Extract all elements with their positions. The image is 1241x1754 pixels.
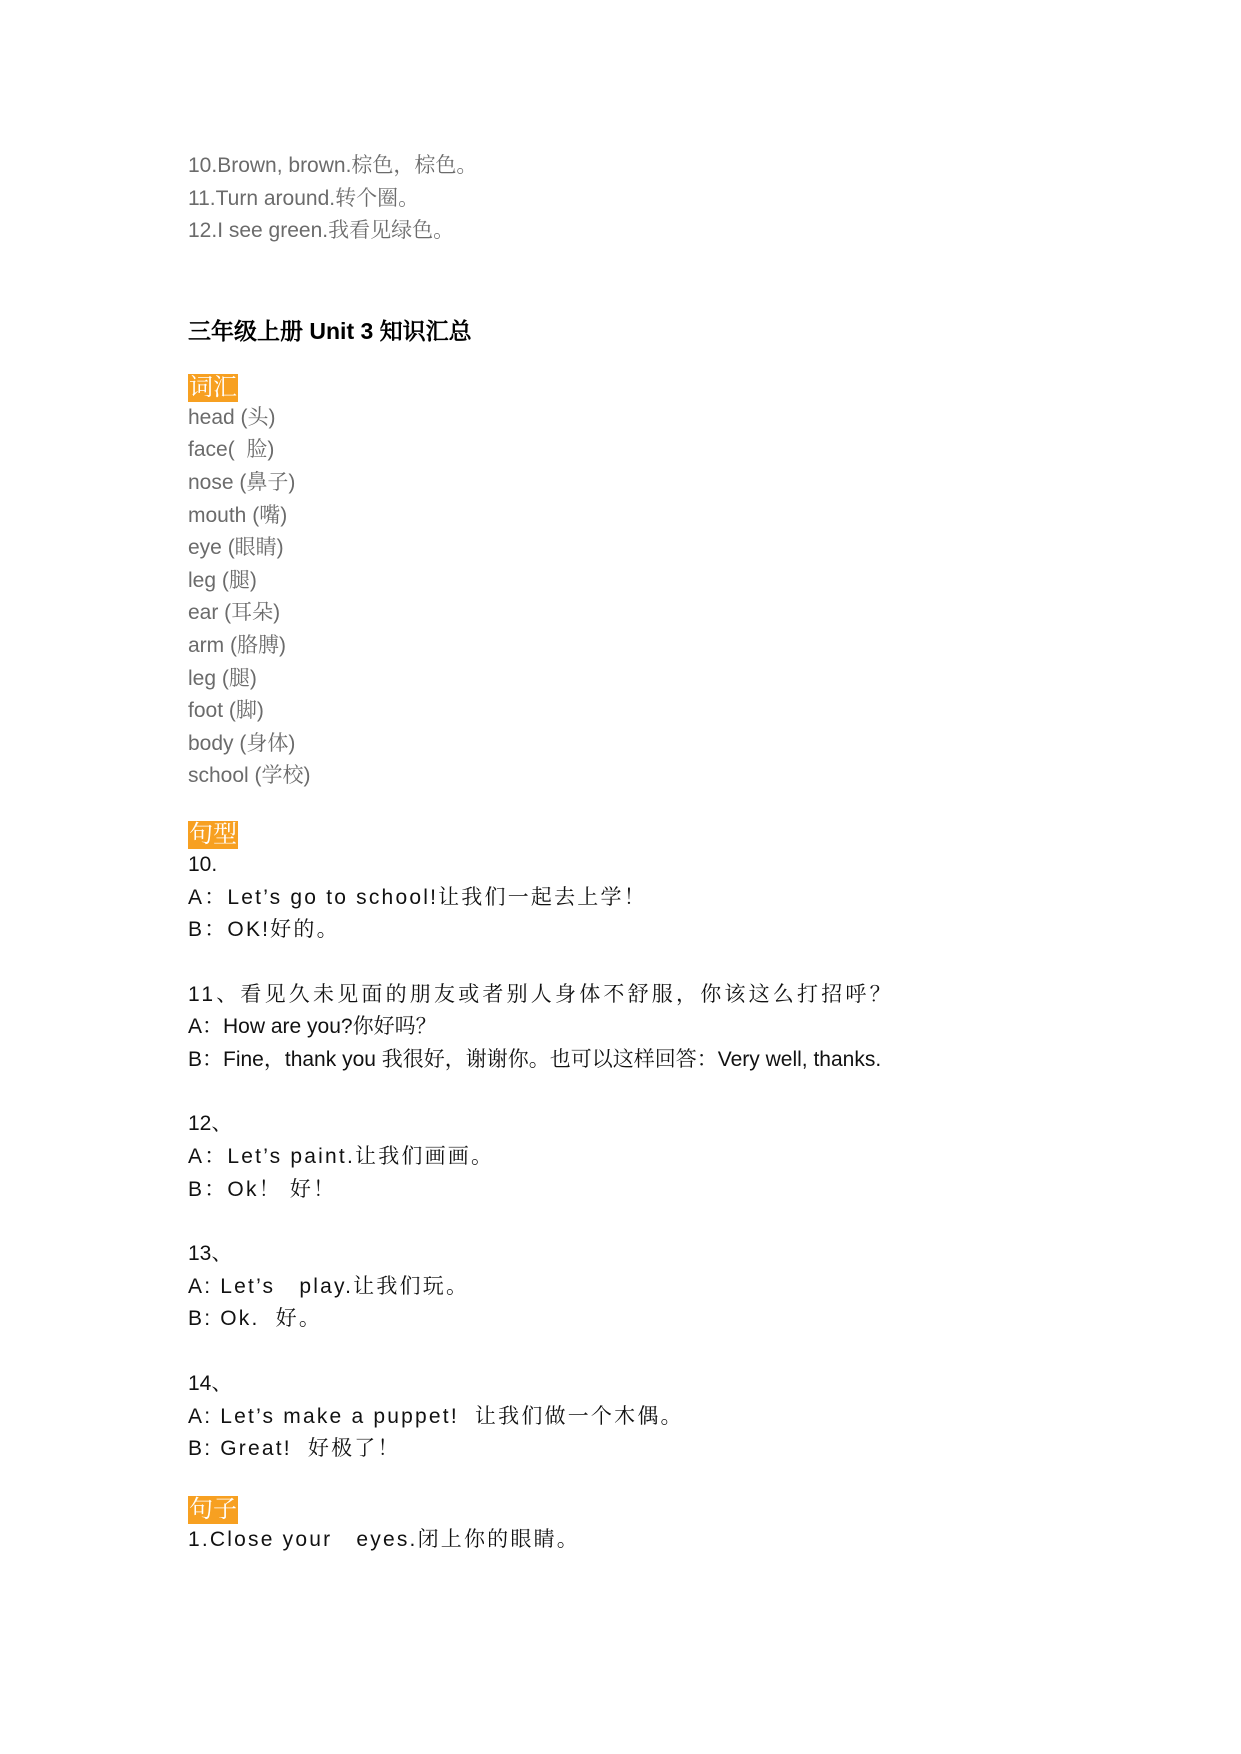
pattern-number: 14、 (188, 1372, 233, 1396)
vocab-item: eye (眼睛) (188, 536, 284, 560)
vocab-heading: 词汇 (189, 373, 237, 401)
pattern-group-12 (188, 1108, 1148, 1206)
pattern-line-a: A：How are you?你好吗？ (188, 1015, 437, 1039)
vocab-item: leg (腿) (188, 568, 257, 592)
vocab-item: foot (脚) (188, 699, 264, 723)
sentence-item: 1.Close your eyes.闭上你的眼睛。 (188, 1527, 580, 1551)
pattern-number: 12、 (188, 1112, 233, 1136)
vocab-item: school (学校) (188, 764, 311, 788)
pattern-line-b: B: Ok. 好。 (188, 1307, 323, 1331)
pattern-number: 11、看见久未见面的朋友或者别人身体不舒服，你该这么打招呼？ (188, 982, 894, 1006)
vocab-item: head (头) (188, 405, 276, 429)
pattern-group-13 (188, 1238, 1148, 1336)
patterns-heading: 句型 (189, 820, 237, 848)
intro-line-1: 10.Brown, brown.棕色，棕色。 (188, 154, 478, 177)
pattern-line-b: B：OK!好的。 (188, 918, 340, 942)
vocab-item: body (身体) (188, 731, 296, 755)
pattern-group-11 (188, 979, 1148, 1077)
section-title: 三年级上册 Unit 3 知识汇总 (188, 317, 472, 344)
pattern-line-a: A: Let’s make a puppet! 让我们做一个木偶。 (188, 1404, 684, 1428)
pattern-line-b: B: Great! 好极了！ (188, 1437, 401, 1461)
pattern-line-b: B：Fine，thank you 我很好，谢谢你。也可以这样回答：Very well, thanks. (188, 1047, 882, 1071)
vocab-item: ear (耳朵) (188, 601, 281, 625)
pattern-number: 13、 (188, 1242, 233, 1266)
vocab-list (188, 402, 1148, 793)
pattern-line-a: A：Let’s go to school!让我们一起去上学！ (188, 885, 647, 909)
vocab-item: face( 脸) (188, 438, 275, 462)
intro-line-3: 12.I see green.我看见绿色。 (188, 219, 455, 243)
pattern-number: 10. (188, 852, 218, 876)
vocab-item: leg (腿) (188, 666, 257, 690)
sentences-heading: 句子 (189, 1495, 237, 1523)
pattern-line-a: A: Let’s play.让我们玩。 (188, 1274, 470, 1298)
document-page (188, 150, 1148, 1556)
intro-line-2: 11.Turn around.转个圈。 (188, 186, 420, 210)
vocab-item: nose (鼻子) (188, 470, 296, 494)
vocab-item: mouth (嘴) (188, 503, 288, 527)
pattern-line-a: A：Let’s paint.让我们画画。 (188, 1145, 495, 1169)
pattern-line-b: B：Ok！ 好！ (188, 1177, 337, 1201)
vocab-item: arm (胳膊) (188, 633, 286, 657)
pattern-group-10 (188, 849, 1148, 947)
pattern-group-14 (188, 1368, 1148, 1466)
